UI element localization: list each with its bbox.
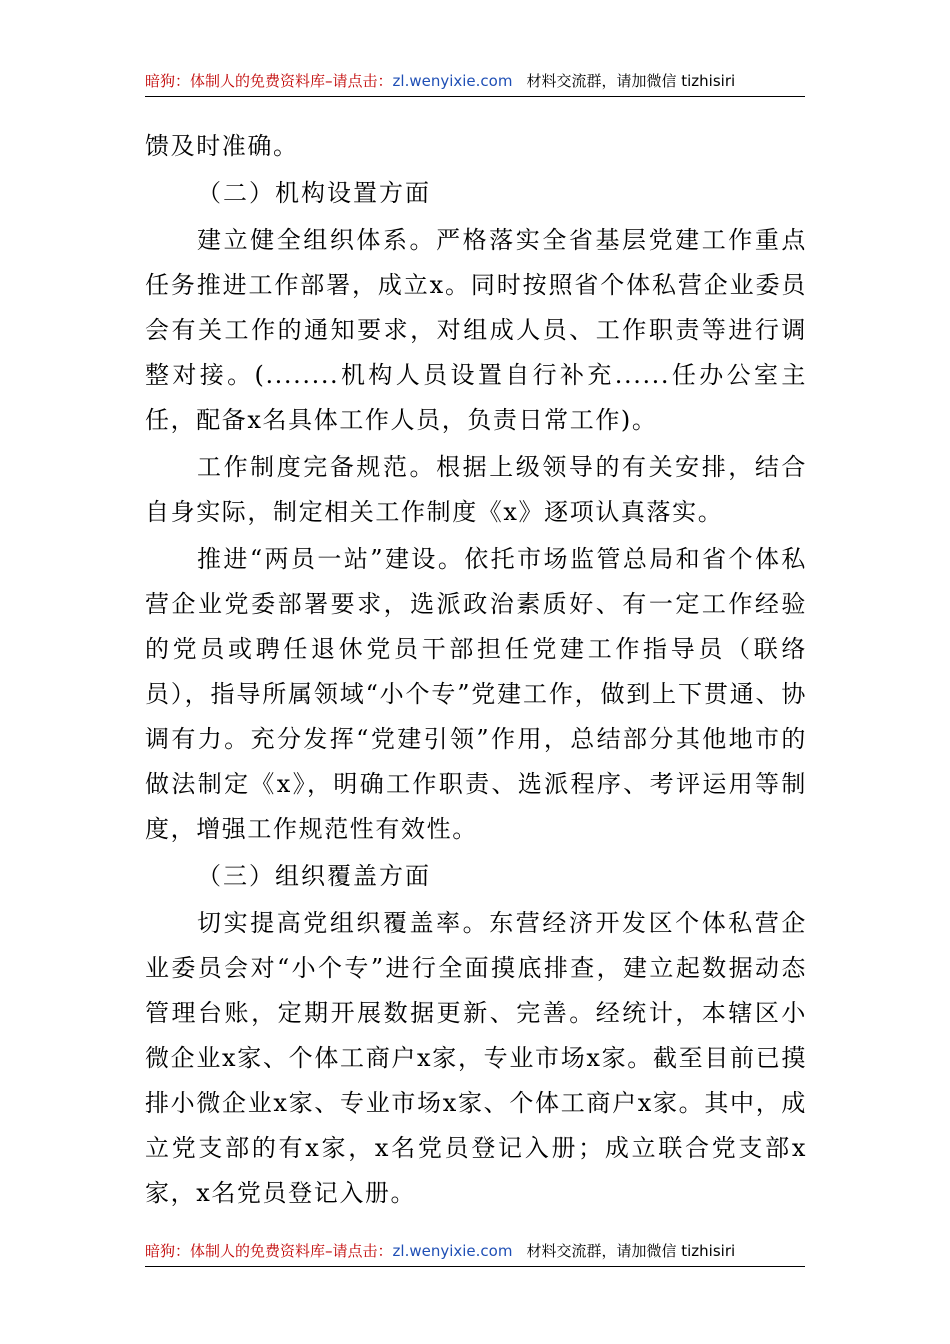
header-group-note: 材料交流群，请加微信 tizhisiri — [526, 72, 736, 90]
header-url-link[interactable]: zl.wenyixie.com — [392, 72, 513, 90]
footer-group-note: 材料交流群，请加微信 tizhisiri — [526, 1242, 736, 1260]
header-click-prompt: –请点击： — [325, 72, 393, 90]
section2-heading: （二）机构设置方面 — [197, 179, 431, 207]
footer-click-prompt: –请点击： — [325, 1242, 393, 1260]
footer-banner — [145, 1236, 805, 1267]
footer-site-name: 暗狗：体制人的免费资料库 — [145, 1242, 326, 1260]
header-site-name: 暗狗：体制人的免费资料库 — [145, 72, 326, 90]
section2-paragraph-2: 工作制度完备规范。根据上级领导的有关安排，结合自身实际，制定相关工作制度《x》逐项认真落实。 — [145, 453, 807, 526]
header-banner — [145, 66, 805, 97]
section2-paragraph-3: 推进“两员一站”建设。依托市场监管总局和省个体私营企业党委部署要求，选派政治素质好、有一定工作经验的党员或聘任退休党员干部担任党建工作指导员（联络员），指导所属领域“小个专”党建工作，做到上下贯通、协调有力。充分发挥“党建引领”作用，总结部分其他地市的做法制定《x》，明确工作职责、选派程序、考评运用等制度，增强工作规范性有效性。 — [145, 545, 807, 843]
section2-paragraph-1: 建立健全组织体系。严格落实全省基层党建工作重点任务推进工作部署，成立x。同时按照省个体私营企业委员会有关工作的通知要求，对组成人员、工作职责等进行调整对接。(........机构人员设置自行补充......任办公室主任，配备x名具体工作人员，负责日常工作)。 — [145, 226, 807, 434]
section3-heading: （三）组织覆盖方面 — [197, 862, 431, 890]
document-body — [145, 124, 807, 1216]
opening-fragment: 馈及时准确。 — [145, 132, 299, 160]
footer-url-link[interactable]: zl.wenyixie.com — [392, 1242, 513, 1260]
section3-paragraph-1: 切实提高党组织覆盖率。东营经济开发区个体私营企业委员会对“小个专”进行全面摸底排查，建立起数据动态管理台账，定期开展数据更新、完善。经统计，本辖区小微企业x家、个体工商户x家，专业市场x家。截至目前已摸排小微企业x家、专业市场x家、个体工商户x家。其中，成立党支部的有x家，x名党员登记入册；成立联合党支部x家，x名党员登记入册。 — [145, 909, 807, 1207]
